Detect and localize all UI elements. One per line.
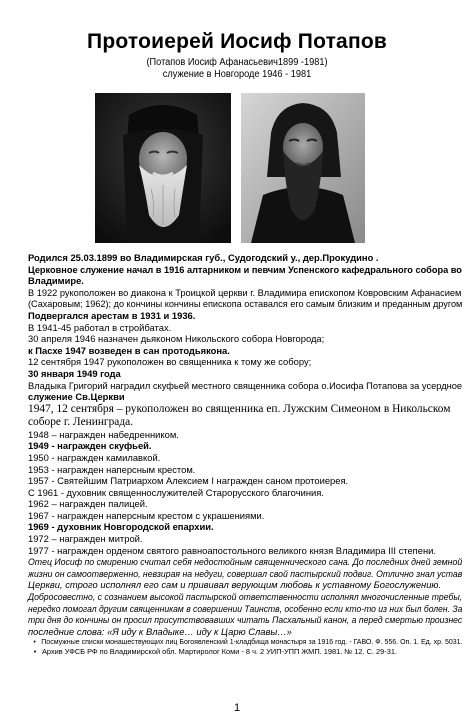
page-number: 1 [233,702,241,714]
text-line: нередко помогал другим священникам в совершении Таинств, особенно если кто-то из них был болен. За [28,602,463,614]
text-line: к Пасхе 1947 возведен в сан протодьякона. [28,344,230,356]
text-line: соборе г. Ленинграда. [28,415,134,428]
text-line: жизни он самоотверженно, невзирая на недуги, совершал свой пастырский подвиг. Отлично знал устав [28,567,463,579]
text-line: 1972 – награжден митрой. [28,533,143,545]
text-line: Церковное служение начал в 1916 алтарником и певчим Успенского кафедрального собора во [28,263,462,275]
text-line: 1953 - награжден наперсным крестом. [28,463,196,475]
footnote-text: Архив УФСБ РФ по Владимирской обл. Мартиролог Коми - 8 ч. 2 УИП-УПП ЖМП. 1981. № 12. С. 29-31. [42,647,398,657]
text-line: В 1941-45 работал в стройбатах. [28,321,172,333]
text-line: (Сахаровым; 1962); до кончины кончины епископа оставался его самым близким и преданным другом [28,298,463,310]
text-line: 12 сентября 1947 рукоположен во священника к тому же собору; [28,356,312,368]
text-line: 1967 - награжден наперсным крестом с украшениями. [28,509,265,521]
text-line: 1947, 12 сентября – рукоположен во священника еп. Лужским Симеоном в Никольском [28,402,451,415]
footnote [28,637,463,647]
footnote-text: Посмужные списки монашествующих лиц Богоявленский 1-кладбища монастыря за 1916 год. - ГАВО. Ф. 556. Оп. 1. Ед. хр. 5031. [41,637,463,647]
text-line: 30 января 1949 года [28,367,121,379]
subtitle-name-dates: (Потапов Иосиф Афанасьевич1899 -1981) [146,57,328,68]
biography-text [28,252,462,657]
text-line: последние слова: «Я иду к Владыке… иду к Царю Славы…» [28,625,292,637]
text-line: 1969 - духовник Новгородской епархии. [28,521,214,533]
text-line: Отец Иосиф по смирению считал себя недостойным священнического сана. До последних дней земной [28,556,463,568]
portrait-photo-elder [95,93,231,243]
bullet-icon: • [33,647,37,657]
text-line: 1950 - награжден камилавкой. [28,451,161,463]
page-title: Протоиерей Иосиф Потапов [87,30,387,53]
text-line: С 1961 - духовник священнослужителей Старорусского благочиния. [28,486,324,498]
subtitle-service-years: служение в Новгороде 1946 - 1981 [162,69,312,80]
footnote [28,647,462,657]
text-line: Подвергался арестам в 1931 и 1936. [28,309,196,321]
text-line: Родился 25.03.1899 во Владимирская губ., Судогодский у., дер.Прокудино . [28,252,379,263]
text-line: Добросовестно, с сознанием высокой пастырской ответственности исполнял многочисленные требы, [28,591,463,603]
portrait-photo-younger [241,93,365,243]
text-line: 1977 - награжден орденом святого равноапостольного великого князя Владимира III степени. [28,544,436,556]
text-line: Владимире. [28,275,84,287]
text-line: 1957 - Святейшим Патриархом Алексием I награжден саном протоиерея. [28,475,349,487]
bullet-icon: • [33,637,36,647]
text-line: 1948 – награжден набедренником. [28,428,179,440]
text-line: В 1922 рукоположен во диакона к Троицкой церкви г. Владимира епископом Ковровским Афанасием [28,286,462,298]
text-line: 1949 - награжден скуфьей. [28,440,152,452]
text-line: три дня до кончины он просил присутствовавших читать Пасхальный канон, а перед смертью произнес [28,614,463,626]
text-line: 30 апреля 1946 назначен дьяконом Никольского собора Новгорода; [28,333,325,345]
text-line: служение Св.Церкви [28,391,125,403]
text-line: Владыка Григорий наградил скуфьей местного священника собора о.Иосифа Потапова за усердное [28,379,463,391]
text-line: 1962 – награжден палицей. [28,498,148,510]
text-line: Церкви, строго исполнял его сам и прививал верующим любовь к уставному Богослужению. [28,579,442,591]
